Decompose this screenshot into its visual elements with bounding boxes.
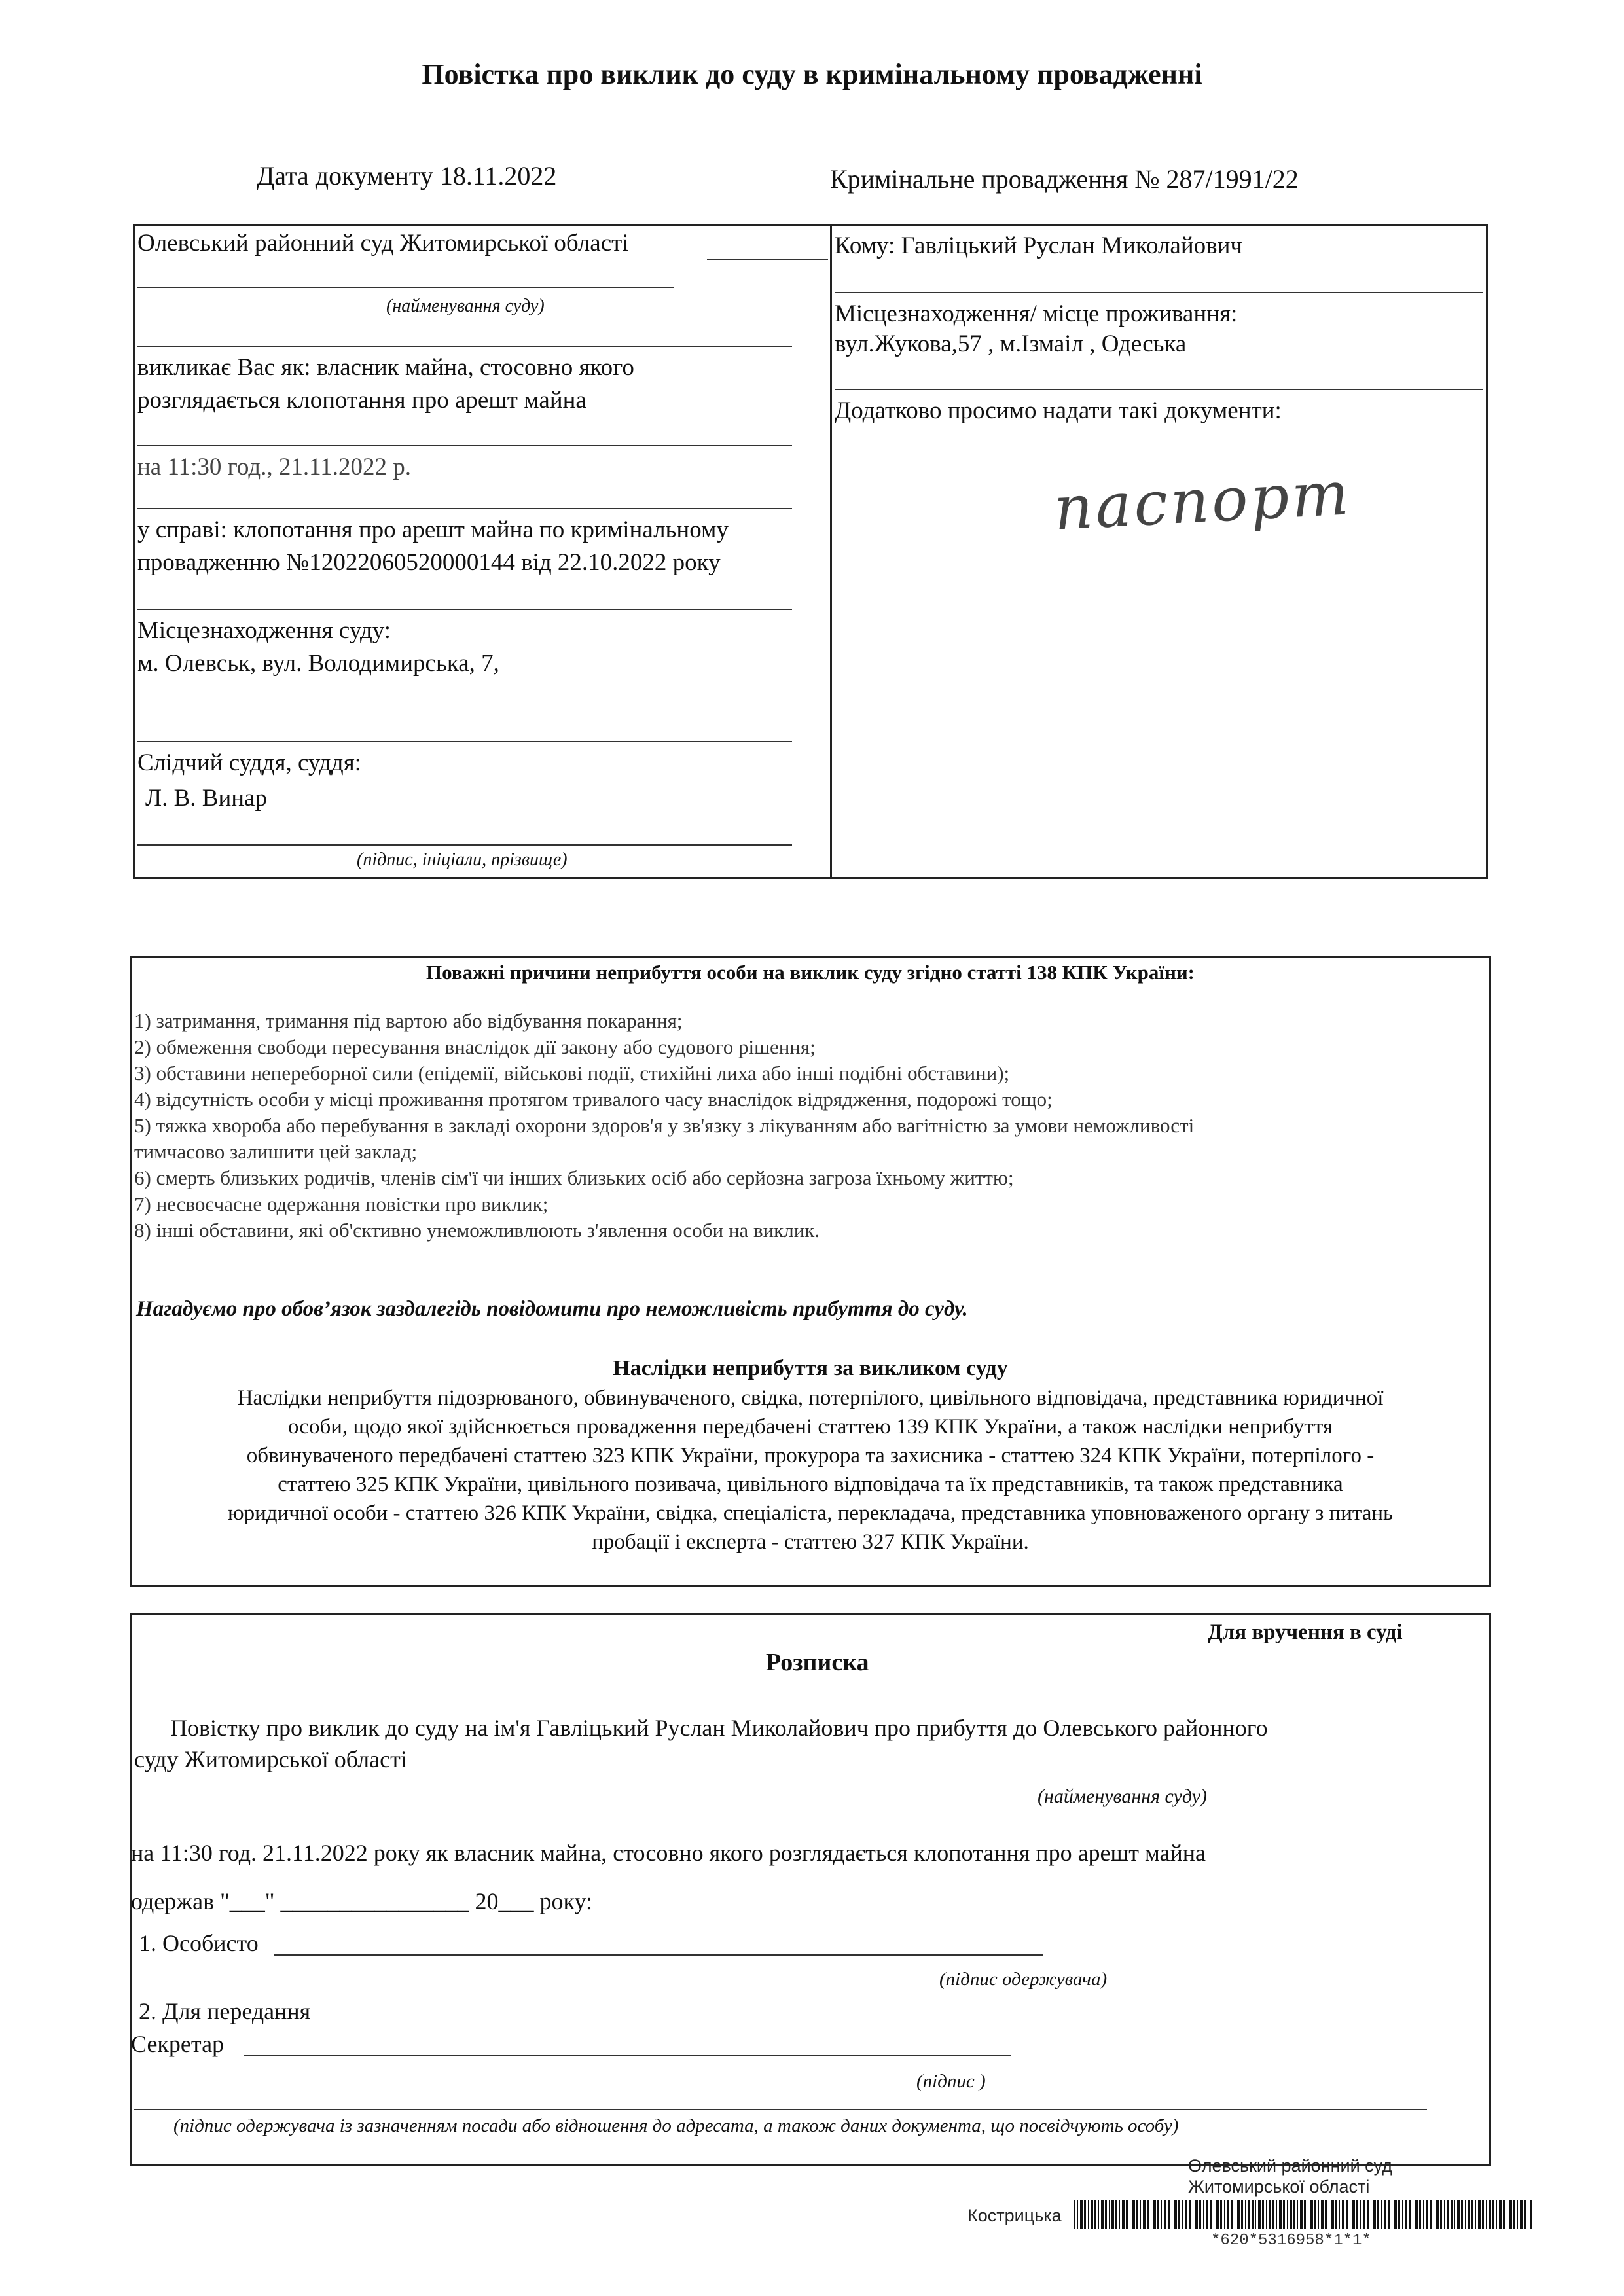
judge-name: Л. В. Винар: [145, 785, 267, 812]
consequences-line: особи, щодо якої здійснюється провадження передбачені статтею 139 КПК України, а також наслідки неприбуття: [287, 1415, 1333, 1439]
court-location: м. Олевськ, вул. Володимирська, 7,: [137, 650, 499, 677]
receipt-title: Розписка: [766, 1649, 869, 1676]
consequences-line: пробації і експерта - статтею 327 КПК України.: [592, 1530, 1029, 1554]
consequences-line: обвинуваченого передбачені статтею 323 КПК України, прокурора та захисника - статтею 324 КПК України, потерпілого -: [246, 1444, 1375, 1467]
consequences-line: Наслідки неприбуття підозрюваного, обвинуваченого, свідка, потерпілого, цивільного відповідача, представника юридичної: [237, 1386, 1384, 1410]
court-name: Олевський районний суд Житомирської області: [137, 230, 629, 257]
receipt-line-1: Повістку про виклик до суду на ім'я Гавліцький Руслан Миколайович про прибуття до Олевського районного: [170, 1715, 1268, 1741]
reason-item: 2) обмеження свободи пересування внаслідок дії закону або судового рішення;: [134, 1035, 816, 1058]
for-transfer-label: 2. Для передання: [139, 1998, 311, 2024]
case-subject: у справі: клопотання про арешт майна по кримінальному: [137, 516, 729, 543]
separator-line: [137, 346, 792, 347]
handwritten-passport: паспорт: [1052, 458, 1353, 544]
court-stamp: [1188, 2155, 1392, 2197]
recipient-name: Кому: Гавліцький Руслан Миколайович: [835, 232, 1243, 259]
recipient-signature-line: [274, 1954, 1043, 1956]
barcode-text: *620*5316958*1*1*: [1211, 2232, 1371, 2246]
receipt-court-caption: (найменування суду): [1038, 1785, 1207, 1807]
separator-line: [137, 609, 792, 610]
reason-item: 1) затримання, тримання під вартою або відбування покарання;: [134, 1009, 683, 1032]
consequences-text: [134, 1384, 1487, 1556]
reason-item: 6) смерть близьких родичів, членів сім'ї чи інших близьких осіб або серйозна загроза їхньому життю;: [134, 1166, 1014, 1189]
reason-item: 8) інші обставини, які об'єктивно унеможливлюють з'явлення особи на виклик.: [134, 1219, 820, 1242]
reasons-heading: Поважні причини неприбуття особи на виклик суду згідно статті 138 КПК України:: [425, 961, 1195, 984]
case-subject-cont: провадженню №12022060520000144 від 22.10.2022 року: [137, 549, 721, 576]
secretary-signature-line: [244, 2055, 1011, 2056]
personally-label: 1. Особисто: [139, 1930, 259, 1956]
reason-item: 3) обставини непереборної сили (епідемії, військові події, стихійні лиха або інші подібні обставини);: [134, 1062, 1010, 1085]
hearing-time: на 11:30 год., 21.11.2022 р.: [137, 454, 412, 480]
judge-signature-line: [137, 844, 792, 846]
recipient-signature-caption: (підпис одержувача): [939, 1969, 1108, 1990]
summons-divider: [830, 224, 832, 879]
residence-address: вул.Жукова,57 , м.Ізмаіл , Одеська: [835, 331, 1187, 357]
footer-line: [134, 2109, 1427, 2110]
separator-line: [835, 292, 1483, 293]
summons-as-cont: розглядається клопотання про арешт майна: [137, 387, 586, 414]
reasons-list: [134, 1008, 1483, 1244]
separator-line: [835, 389, 1483, 390]
reason-item: тимчасово залишити цей заклад;: [134, 1140, 418, 1163]
court-name-line: [707, 259, 828, 260]
document-title: Повістка про виклик до суду в кримінальному провадженні: [422, 58, 1202, 90]
consequences-line: статтею 325 КПК України, цивільного позивача, цивільного відповідача та їх представників, та також представника: [278, 1473, 1343, 1496]
case-number: Кримінальне провадження № 287/1991/22: [830, 164, 1299, 194]
consequences-line: юридичної особи - статтею 326 КПК України, свідка, спеціаліста, перекладача, представника уповноваженого органу з питань: [227, 1501, 1394, 1525]
receipt-line-2: суду Житомирської області: [134, 1746, 407, 1772]
separator-line: [137, 445, 792, 446]
secretary-label: Секретар: [131, 2031, 225, 2057]
for-delivery-label: Для вручення в суді: [1208, 1621, 1403, 1644]
judge-caption: (підпис, ініціали, прізвище): [357, 850, 568, 870]
barcode: [1074, 2200, 1532, 2229]
consequences-heading: Наслідки неприбуття за викликом суду: [613, 1356, 1008, 1380]
reminder-text: Нагадуємо про обов’язок заздалегідь повідомити про неможливість прибуття до суду.: [136, 1297, 968, 1321]
stamp-name: Кострицька: [967, 2206, 1062, 2225]
judge-label: Слідчий суддя, суддя:: [137, 749, 362, 776]
summons-as: викликає Вас як: власник майна, стосовно якого: [137, 354, 634, 381]
stamp-line: Олевський районний суд: [1188, 2156, 1393, 2176]
reason-item: 4) відсутність особи у місці проживання протягом тривалого часу внаслідок відрядження, подорожі тощо;: [134, 1088, 1053, 1111]
court-caption: (найменування суду): [386, 296, 545, 316]
separator-line: [137, 508, 792, 509]
separator-line: [137, 741, 792, 742]
residence-label: Місцезнаходження/ місце проживання:: [835, 300, 1238, 327]
received-date: одержав "___" ________________ 20___ року:: [131, 1888, 593, 1914]
footer-caption: (підпис одержувача із зазначенням посади або відношення до адресата, а також даних документа, що посвідчують особу): [173, 2115, 1179, 2136]
stamp-line: Житомирської області: [1188, 2177, 1370, 2197]
document-date: Дата документу 18.11.2022: [257, 161, 557, 190]
reason-item: 7) несвоєчасне одержання повістки про виклик;: [134, 1193, 549, 1215]
documents-label: Додатково просимо надати такі документи:: [835, 397, 1282, 424]
court-location-label: Місцезнаходження суду:: [137, 617, 391, 644]
secretary-signature-caption: (підпис ): [916, 2071, 986, 2092]
reason-item: 5) тяжка хвороба або перебування в закладі охорони здоров'я у зв'язку з лікуванням або вагітністю за умови неможливості: [134, 1114, 1195, 1137]
court-name-line-2: [137, 287, 674, 288]
receipt-line-3: на 11:30 год. 21.11.2022 року як власник майна, стосовно якого розглядається клопотання про арешт майна: [131, 1840, 1206, 1866]
